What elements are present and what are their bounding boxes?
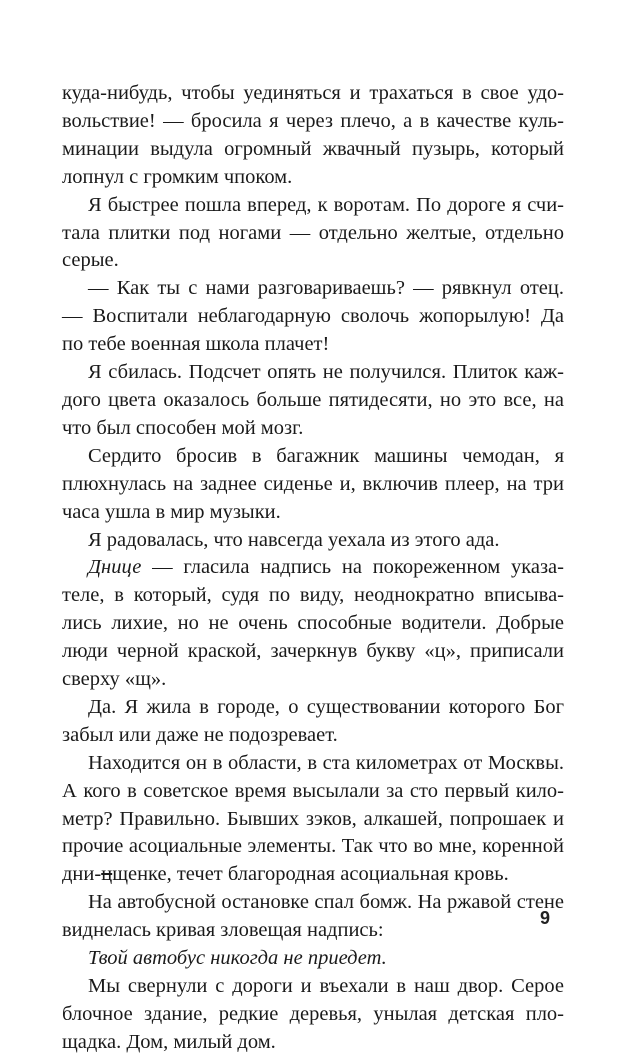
paragraph-text: Да. Я жила в городе, о существовании которого Бог забыл или даже не подозревает. xyxy=(62,695,564,746)
paragraph-text: Мы свернули с дороги и въехали в наш двор. Серое блочное здание, редкие деревья, унылая детская площадка. Дом, милый дом. xyxy=(62,975,564,1053)
paragraph xyxy=(62,527,564,555)
paragraph-text: Находится он в области, в ста километрах от Москвы. А кого в советское время высылали за сто первый километр? Правильно. Бывших зэков, алкашей, попрошаек и прочие асоциальные элементы. Так что во мне, коренной дни- xyxy=(62,751,564,886)
page-number: 9 xyxy=(539,908,550,928)
paragraph-text: На автобусной остановке спал бомж. На ржавой стене виднелась кривая зловещая надпись: xyxy=(62,891,564,942)
paragraph-text: Я быстрее пошла вперед, к воротам. По дороге я считала плитки под ногами — отдельно желтые, отдельно серые. xyxy=(62,193,564,272)
paragraph xyxy=(62,80,564,192)
paragraph xyxy=(62,750,564,890)
paragraph xyxy=(62,359,564,443)
paragraph-text: Сердито бросив в багажник машины чемодан, я плюхнулась на заднее сиденье и, включив плеер, на три часа ушла в мир музыки. xyxy=(62,444,564,523)
paragraph-text: — гласила надпись на покореженном указателе, в который, судя по виду, неоднократно вписывались лихие, но не очень способные водители. Добрые люди черной краской, зачеркнув букву «ц», приписали сверху «щ». xyxy=(62,556,564,691)
struck-letter: ц xyxy=(101,863,113,886)
paragraph xyxy=(62,443,564,527)
italic-text: Днице xyxy=(88,556,142,579)
paragraph xyxy=(62,973,564,1057)
paragraph-text: Я радовалась, что навсегда уехала из этого ада. xyxy=(88,528,500,551)
italic-text: Твой автобус никогда не приедет. xyxy=(88,947,387,970)
body-text xyxy=(62,80,564,1057)
paragraph-text: Я сбилась. Подсчет опять не получился. Плиток каждого цвета оказалось больше пятидесяти, но это все, на что был способен мой мозг. xyxy=(62,361,564,439)
paragraph xyxy=(62,945,564,973)
paragraph xyxy=(62,554,564,694)
paragraph xyxy=(62,694,564,750)
paragraph xyxy=(62,192,564,276)
paragraph xyxy=(62,275,564,359)
paragraph xyxy=(62,889,564,945)
paragraph-text: — Как ты с нами разговариваешь? — рявкнул отец. — Воспитали неблагодарную сволочь жопорылую! Да по тебе военная школа плачет! xyxy=(62,277,564,356)
paragraph-text: куда-нибудь, чтобы уединяться и трахаться в свое удовольствие! — бросила я через плечо, а в качестве кульминации выдула огромный жвачный пузырь, который лопнул с громким чпоком. xyxy=(62,82,564,188)
paragraph-text: щенке, течет благородная асоциальная кровь. xyxy=(112,863,509,886)
